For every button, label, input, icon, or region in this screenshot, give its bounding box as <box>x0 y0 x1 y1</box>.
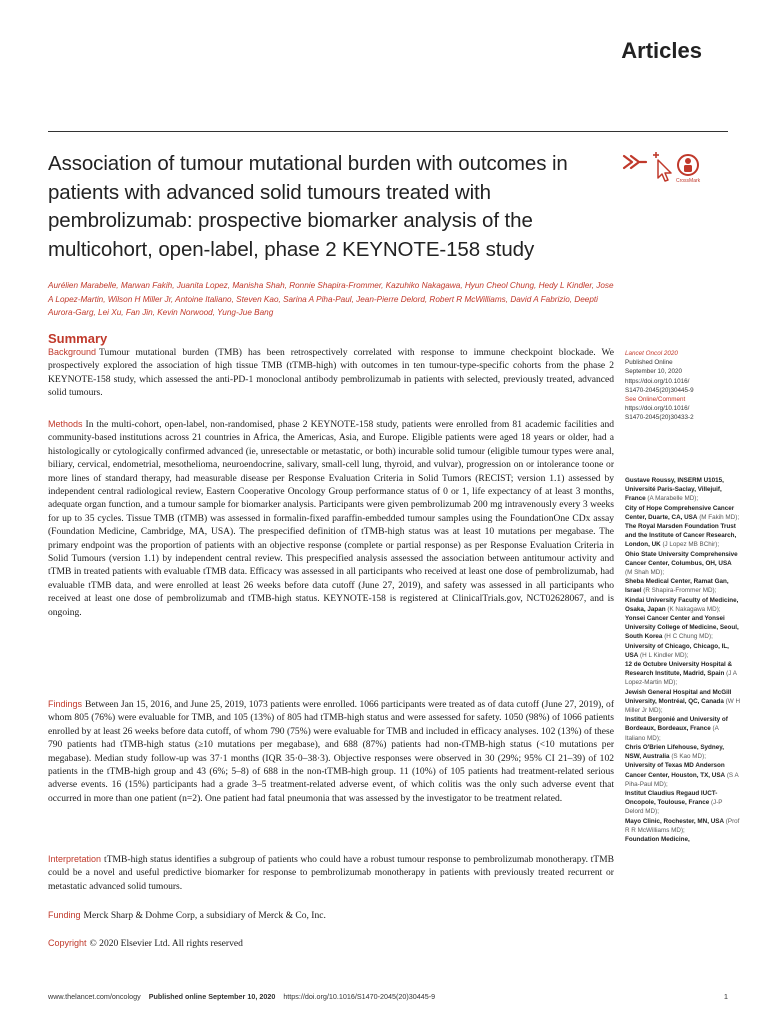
funding-label: Funding <box>48 910 81 920</box>
affiliation-authors: (S Kao MD); <box>671 753 706 761</box>
interpretation-label: Interpretation <box>48 854 102 864</box>
top-rule <box>48 131 728 132</box>
affiliation-institution: Foundation Medicine, <box>625 835 690 843</box>
findings-label: Findings <box>48 699 83 709</box>
affiliation-authors: (A Italiano MD); <box>625 725 719 742</box>
affiliation-institution: Gustave Roussy, INSERM U1015, Université Paris-Saclay, Villejuif, France <box>625 477 724 503</box>
affiliation-authors: (H C Chung MD); <box>664 633 713 641</box>
affiliation-institution: Sheba Medical Center, Ramat Gan, Israel <box>625 578 729 595</box>
affiliation-item <box>625 577 740 595</box>
published-online-label: Published Online <box>625 359 673 367</box>
comment-doi-link-cont[interactable]: S1470-2045(20)30433-2 <box>625 414 694 422</box>
methods-label: Methods <box>48 419 83 429</box>
abstract-funding <box>48 909 614 922</box>
crossmark-badges[interactable] <box>622 150 712 190</box>
affiliation-item <box>625 743 740 761</box>
affiliation-item <box>625 715 740 743</box>
affiliation-authors: (W H Miller Jr MD); <box>625 697 741 715</box>
copyright-text: © 2020 Elsevier Ltd. All rights reserved <box>89 938 243 949</box>
affiliation-item <box>625 761 740 789</box>
affiliation-institution: Institut Claudius Regaud IUCT-Oncopole, Toulouse, France <box>625 789 718 807</box>
doi-link[interactable]: https://doi.org/10.1016/ <box>625 377 690 385</box>
page-number: 1 <box>723 992 728 1001</box>
affiliation-authors: (Prof R R McWilliams MD); <box>625 817 740 834</box>
author-list: Aurélien Marabelle, Marwan Fakih, Juanita Lopez, Manisha Shah, Ronnie Shapira-Frommer, Kazuhiko Nakagawa, Hyun Cheol Chung, Hedy L Kindler, Jose A Lopez-Martin, Wilson H Miller Jr, Antoine Italiano, Steven Kao, Sarina A Piha-Paul, Jean-Pierre Delord, Robert R McWilliams, David A Fabrizio, Deepti Aurora-Garg, Lei Xu, Fan Jin, Kevin Norwood, Yung-Jue Bang <box>48 281 614 318</box>
affiliation-institution: City of Hope Comprehensive Cancer Center, Duarte, CA, USA <box>625 504 735 521</box>
affiliation-authors: (M Shah MD); <box>625 569 665 577</box>
background-label: Background <box>48 347 97 357</box>
affiliation-item <box>625 789 740 817</box>
methods-text: In the multi-cohort, open-label, non-randomised, phase 2 KEYNOTE-158 study, patients were enrolled from 81 academic facilities and community-based institutions across 21 countries in Africa, the Americas, Asia, and Europe. Eligible patients were aged 18 years or older, had a histologically or cytologically confirmed advanced (ie, unresectable or metastatic, or both) incurable solid tumour (eligible tumour types were anal, biliary, cervical, endometrial, mesothelioma, neuroendocrine, salivary, small-cell lung, thyroid, and vulvar), progression on or intolerance toone or more lines of standard therapy, had measurable disease per Response Evaluation Criteria in Solid Tumors (RECIST; version 1.1) assessed by independent central radiological review, Eastern Cooperative Oncology Group performance status of 0 or 1, life expectancy of at least 3 months, adequate organ function, and a tumour sample for biomarker analysis. Participants were given pembrolizumab 200 mg intravenously every 3 weeks for up to 35 cycles. Tissue TMB (tTMB) was assessed in formalin-fixed paraffin-embedded tumour samples using the FoundationOne CDx assay (Foundation Medicine, Cambridge, MA, USA). The prespecified definition of tTMB-high status was at least 10 mutations per megabase. The primary endpoint was the proportion of patients with an objective response (complete or partial response) as per Response Evaluation Criteria in Solid Tumours (version 1.1) by independent central review. This prespecified analysis assessed the association between antitumour activity and tTMB in treated patients with evaluable tTMB data. Efficacy was assessed in all participants who received at least one dose of pembrolizumab, had evaluable tTMB data, and were enrolled at least 26 weeks before data cutoff (June 27, 2019), and safety was assessed in all participants who received at least one dose of pembrolizumab and tTMB-high status. KEYNOTE-158 is registered at ClinicalTrials.gov, NCT02628067, and is ongoing. <box>48 419 614 618</box>
affiliation-authors: (S A Piha-Paul MD); <box>625 771 739 788</box>
background-text: Tumour mutational burden (TMB) has been retrospectively correlated with response to immune checkpoint blockade. We prospectively explored the association of high tissue TMB (tTMB-high) with outcomes in ten tumour-type-specific cohorts from the phase 2 KEYNOTE-158 study, which assessed the anti-PD-1 monoclonal antibody pembrolizumab in patients with selected, previously treated, advanced solid tumours. <box>48 347 614 399</box>
abstract-copyright <box>48 937 614 950</box>
affiliation-item <box>625 660 740 688</box>
footer-published: Published online September 10, 2020 <box>148 992 276 1001</box>
affiliation-institution: Chris O'Brien Lifehouse, Sydney, NSW, Australia <box>625 743 725 761</box>
comment-doi-link[interactable]: https://doi.org/10.1016/ <box>625 405 690 413</box>
affiliation-authors: (H L Kindler MD); <box>640 651 689 659</box>
abstract-background <box>48 346 614 400</box>
affiliation-item <box>625 835 740 844</box>
crossmark-label: CrossMark <box>676 178 701 184</box>
sidebar-publication <box>625 349 740 423</box>
doi-link-cont[interactable]: S1470-2045(20)30445-9 <box>625 386 694 394</box>
affiliation-item <box>625 817 740 835</box>
affiliation-authors: (M Fakih MD); <box>699 513 740 521</box>
affiliation-item <box>625 614 740 642</box>
crossmark-icon <box>622 150 712 190</box>
summary-heading: Summary <box>48 331 108 346</box>
abstract-methods <box>48 418 614 619</box>
affiliation-institution: Ohio State University Comprehensive Cancer Center, Columbus, OH, USA <box>625 550 738 567</box>
interpretation-text: tTMB-high status identifies a subgroup of patients who could have a robust tumour response to pembrolizumab monotherapy. tTMB could be a novel and useful predictive biomarker for response to pembrolizumab monotherapy in patients with previously treated recurrent or metastatic advanced solid tumours. <box>48 854 614 892</box>
funding-text: Merck Sharp & Dohme Corp, a subsidiary of Merck & Co, Inc. <box>83 910 326 921</box>
affiliation-item <box>625 596 740 614</box>
affiliation-item <box>625 642 740 660</box>
affiliation-institution: Jewish General Hospital and McGill University, Montréal, QC, Canada <box>625 688 732 705</box>
affiliation-institution: Kindai University Faculty of Medicine, Osaka, Japan <box>625 596 739 613</box>
section-label: Articles <box>621 38 702 63</box>
affiliation-institution: Institut Bergonié and University of Bordeaux, Bordeaux, France <box>625 716 728 733</box>
publication-date: September 10, 2020 <box>625 368 683 376</box>
copyright-label: Copyright <box>48 938 87 948</box>
affiliation-item <box>625 476 740 504</box>
affiliation-authors: (K Nakagawa MD); <box>667 605 721 613</box>
footer-doi-link[interactable]: https://doi.org/10.1016/S1470-2045(20)30445-9 <box>283 992 436 1001</box>
affiliation-institution: Mayo Clinic, Rochester, MN, USA <box>625 817 725 825</box>
affiliation-authors: (J Lopez MB BChir); <box>662 541 720 549</box>
affiliation-authors: (J-P Delord MD); <box>625 799 723 816</box>
sidebar-affiliations <box>625 476 740 844</box>
affiliation-institution: 12 de Octubre University Hospital & Research Institute, Madrid, Spain <box>625 661 733 678</box>
affiliation-institution: The Royal Marsden Foundation Trust and the Institute of Cancer Research, London, UK <box>625 523 737 549</box>
affiliation-authors: (A Marabelle MD); <box>647 495 699 503</box>
page-footer <box>48 992 435 1001</box>
article-title: Association of tumour mutational burden with outcomes in patients with advanced solid tumours treated with pembrolizumab: prospective biomarker analysis of the multicohort, open-label, phase 2 KEYNOTE-158 study <box>48 152 568 261</box>
affiliation-item <box>625 522 740 550</box>
see-online-comment[interactable]: See Online/Comment <box>625 396 686 404</box>
abstract-interpretation <box>48 853 614 893</box>
affiliation-item <box>625 550 740 578</box>
journal-citation: Lancet Oncol 2020 <box>625 350 678 357</box>
footer-site-link[interactable]: www.thelancet.com/oncology <box>48 992 141 1001</box>
affiliation-institution: University of Texas MD Anderson Cancer Center, Houston, TX, USA <box>625 762 726 779</box>
affiliation-institution: University of Chicago, Chicago, IL, USA <box>625 642 729 659</box>
findings-text: Between Jan 15, 2016, and June 25, 2019, 1073 patients were enrolled. 1066 participants were treated as of data cutoff (June 27, 2019), of whom 805 (76%) were evaluable for TMB, and 105 (13%) of 805 had tTMB-high status and were assessed for safety. 1050 (98%) of 1066 patients enrolled by at least 26 weeks before data cutoff, of whom 790 (75%) were evaluable for TMB and included in efficacy analyses. 102 (13%) of these 790 patients had tTMB-high status (≥10 mutations per megabase), and 688 (87%) patients had non-tTMB-high status (<10 mutations per megabase). Median study follow-up was 37·1 months (IQR 35·0–38·3). Objective responses were observed in 30 (29%; 95% CI 21–39) of 102 patients in the tTMB-high group and 43 (6%; 5–8) of 688 in the non-tTMB-high group. 11 (10%) of 105 patients had treatment-related serious adverse events. 16 (15%) participants had a grade 3–5 treatment-related adverse event, of which colitis was the only such adverse event that occurred in more than one patient (n=2). One patient had fatal pneumonia that was assessed by the investigator to be treatment related. <box>48 699 614 804</box>
affiliation-item <box>625 504 740 522</box>
affiliation-item <box>625 688 740 716</box>
abstract-findings <box>48 698 614 805</box>
affiliation-authors: (R Shapira-Frommer MD); <box>643 587 717 595</box>
affiliation-institution: Yonsei Cancer Center and Yonsei University College of Medicine, Seoul, South Korea <box>625 615 739 641</box>
affiliation-authors: (J A Lopez-Martin MD); <box>625 670 737 687</box>
